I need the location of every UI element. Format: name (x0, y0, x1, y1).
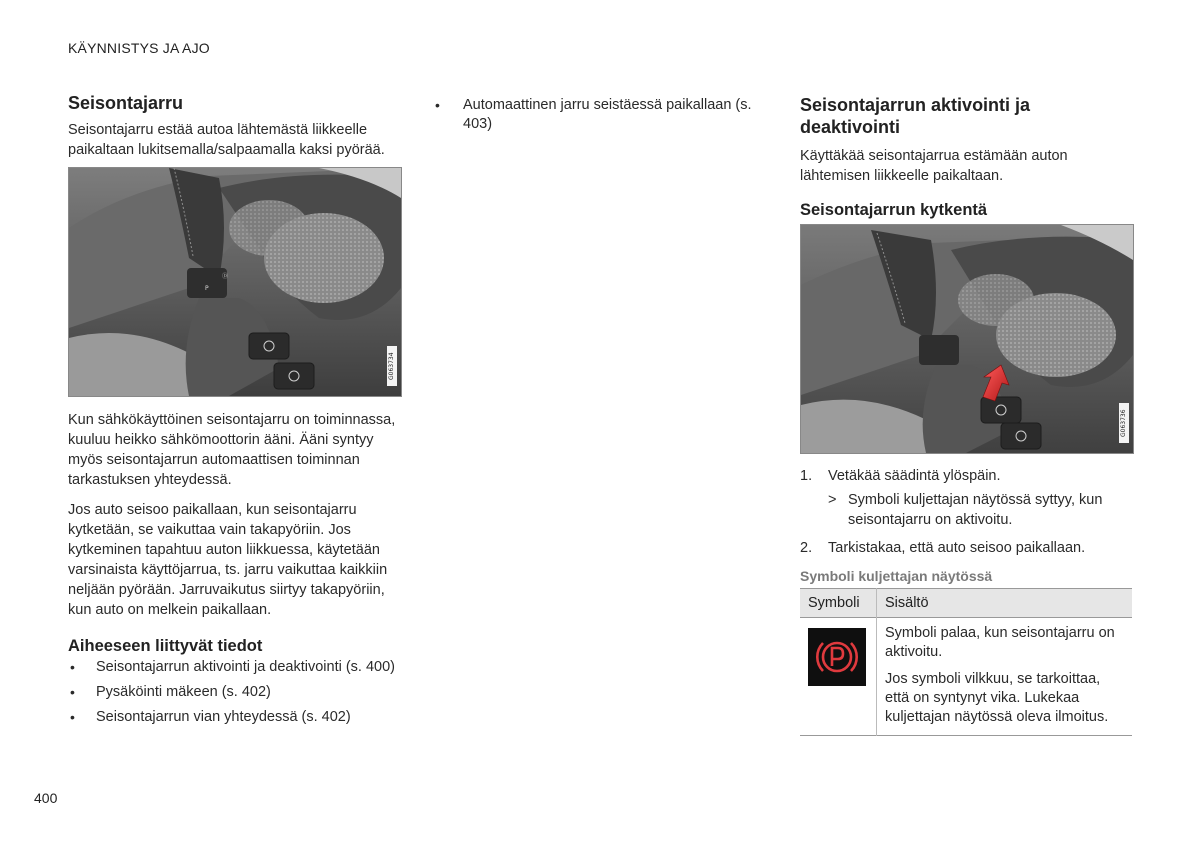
page-number: 400 (34, 790, 58, 806)
symbol-cell (800, 618, 877, 736)
console-photo-arrow (800, 224, 1134, 454)
console-arrow-illustration (801, 225, 1133, 453)
related-link[interactable]: • Seisontajarrun vian yhteydessä (s. 402) (70, 709, 351, 725)
column-header-content: Sisältö (877, 589, 1133, 618)
related-link[interactable]: • Pysäköinti mäkeen (s. 402) (70, 684, 271, 700)
related-list-continued (433, 96, 753, 134)
step-item: 1. Vetäkää säädintä ylöspäin. > Symboli kuljettajan näytössä syttyy, kun seisontajarru on aktivoitu. (800, 468, 1103, 528)
column-3 (800, 94, 1134, 736)
paragraph-1: Kun sähkökäyttöinen seisontajarru on toiminnassa, kuuluu heikko sähkömoottorin ääni. Ääni syntyy myös seisontajarrun automaattisen toiminnan tarkastuksen yhteydessä. (68, 412, 396, 488)
related-heading: Aiheeseen liittyvät tiedot (68, 637, 263, 655)
related-link[interactable]: • Automaattinen jarru seistäessä paikallaan (s. 403) (435, 97, 752, 132)
section-heading: Seisontajarrun aktivointi ja deaktivointi (800, 95, 1031, 137)
column-1 (68, 92, 402, 733)
steps-list (800, 466, 1134, 558)
intro-text: Käyttäkää seisontajarrua estämään auton lähtemisen liikkeelle paikaltaan. (800, 148, 1068, 184)
intro-text: Seisontajarru estää autoa lähtemästä liikkeelle paikaltaan lukitsemalla/salpaamalla kaksi pyörää. (68, 122, 385, 158)
content-cell (877, 618, 1133, 736)
page-header: KÄYNNISTYS JA AJO (68, 40, 210, 56)
table-header-row (800, 589, 1132, 618)
table-row (800, 618, 1132, 736)
step-item: 2. Tarkistakaa, että auto seisoo paikallaan. (800, 540, 1086, 556)
console-illustration (69, 168, 401, 396)
console-photo (68, 167, 402, 397)
svg-text:Ⓓ: Ⓓ (222, 273, 229, 280)
related-link[interactable]: • Seisontajarrun aktivointi ja deaktivointi (s. 400) (70, 659, 396, 675)
parking-brake-icon (808, 628, 866, 686)
section-heading: Seisontajarru (68, 93, 184, 113)
paragraph-2: Jos auto seisoo paikallaan, kun seisontajarru kytketään, se vaikuttaa vain takapyöriin. Jos kytkeminen tapahtuu auton liikkuessa, käytetään varsinaista käyttöjarrua, ts. jarru vaikuttaa kaikkiin neljään pyörään. Jarruvaikutus siirtyy takapyöriin, kun auto on melkein paikallaan. (68, 502, 388, 618)
column-2 (433, 96, 753, 140)
subsection-heading: Seisontajarrun kytkentä (800, 201, 988, 219)
column-header-symbol: Symboli (800, 589, 877, 618)
image-code: G063734 (387, 346, 397, 386)
content-line-1: Symboli palaa, kun seisontajarru on aktivoitu. (885, 625, 1115, 660)
table-title: Symboli kuljettajan näytössä (800, 568, 993, 584)
content-line-2: Jos symboli vilkkuu, se tarkoittaa, että on syntynyt vika. Lukekaa kuljettajan näytössä oleva ilmoitus. (885, 671, 1109, 725)
image-code: G063736 (1119, 403, 1129, 443)
related-list (68, 658, 402, 727)
symbol-table (800, 588, 1132, 736)
svg-text:P: P (205, 285, 209, 292)
